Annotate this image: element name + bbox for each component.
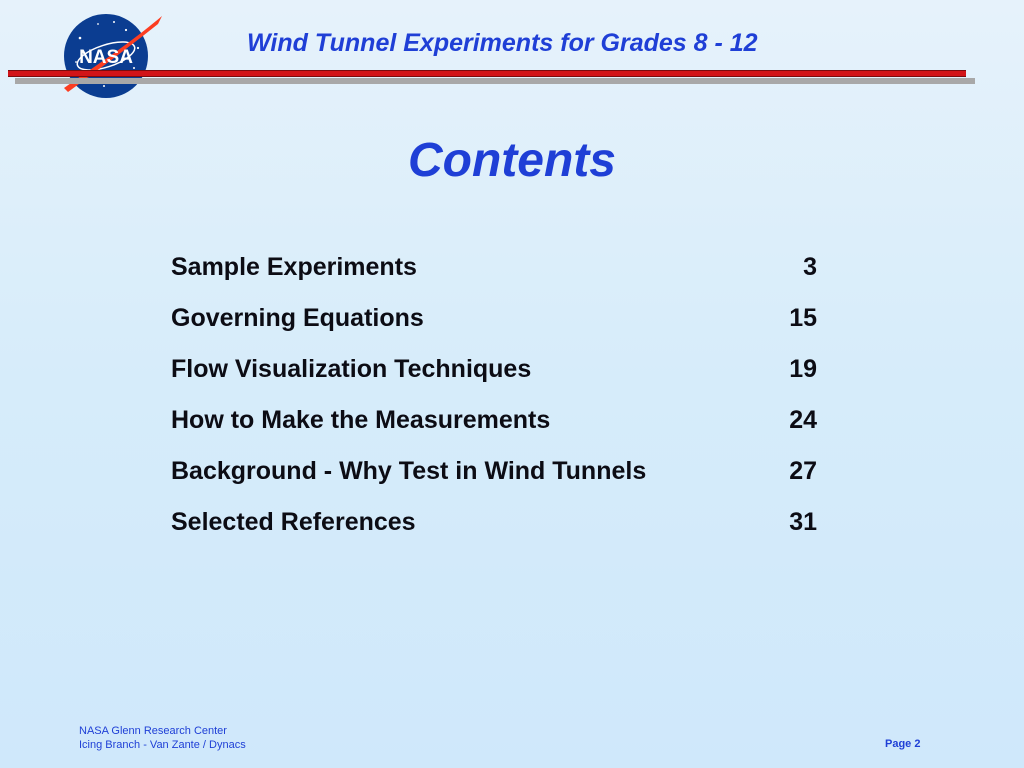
toc-row xyxy=(171,304,831,355)
toc-row xyxy=(171,508,831,559)
toc-page-number: 24 xyxy=(789,406,817,434)
nasa-logo-text: NASA xyxy=(79,47,133,68)
toc-label: Governing Equations xyxy=(171,304,424,332)
footer-page-number: Page 2 xyxy=(885,738,921,750)
footer-organization xyxy=(79,724,246,752)
table-of-contents xyxy=(171,253,831,559)
toc-row xyxy=(171,406,831,457)
toc-page-number: 27 xyxy=(789,457,817,485)
toc-page-number: 31 xyxy=(789,508,817,536)
toc-label: Sample Experiments xyxy=(171,253,417,281)
header-rule xyxy=(8,70,966,77)
header-title: Wind Tunnel Experiments for Grades 8 - 12 xyxy=(247,29,758,57)
toc-label: Selected References xyxy=(171,508,416,536)
toc-label: Flow Visualization Techniques xyxy=(171,355,532,383)
toc-label: Background - Why Test in Wind Tunnels xyxy=(171,457,647,485)
toc-row xyxy=(171,253,831,304)
page-title: Contents xyxy=(408,134,616,187)
nasa-logo xyxy=(58,10,164,102)
footer-org-line2: Icing Branch - Van Zante / Dynacs xyxy=(79,739,246,751)
header-rule-shadow xyxy=(15,78,975,84)
toc-row xyxy=(171,457,831,508)
footer-org-line1: NASA Glenn Research Center xyxy=(79,725,227,737)
toc-row xyxy=(171,355,831,406)
toc-page-number: 19 xyxy=(789,355,817,383)
toc-page-number: 3 xyxy=(803,253,817,281)
toc-page-number: 15 xyxy=(789,304,817,332)
toc-label: How to Make the Measurements xyxy=(171,406,551,434)
